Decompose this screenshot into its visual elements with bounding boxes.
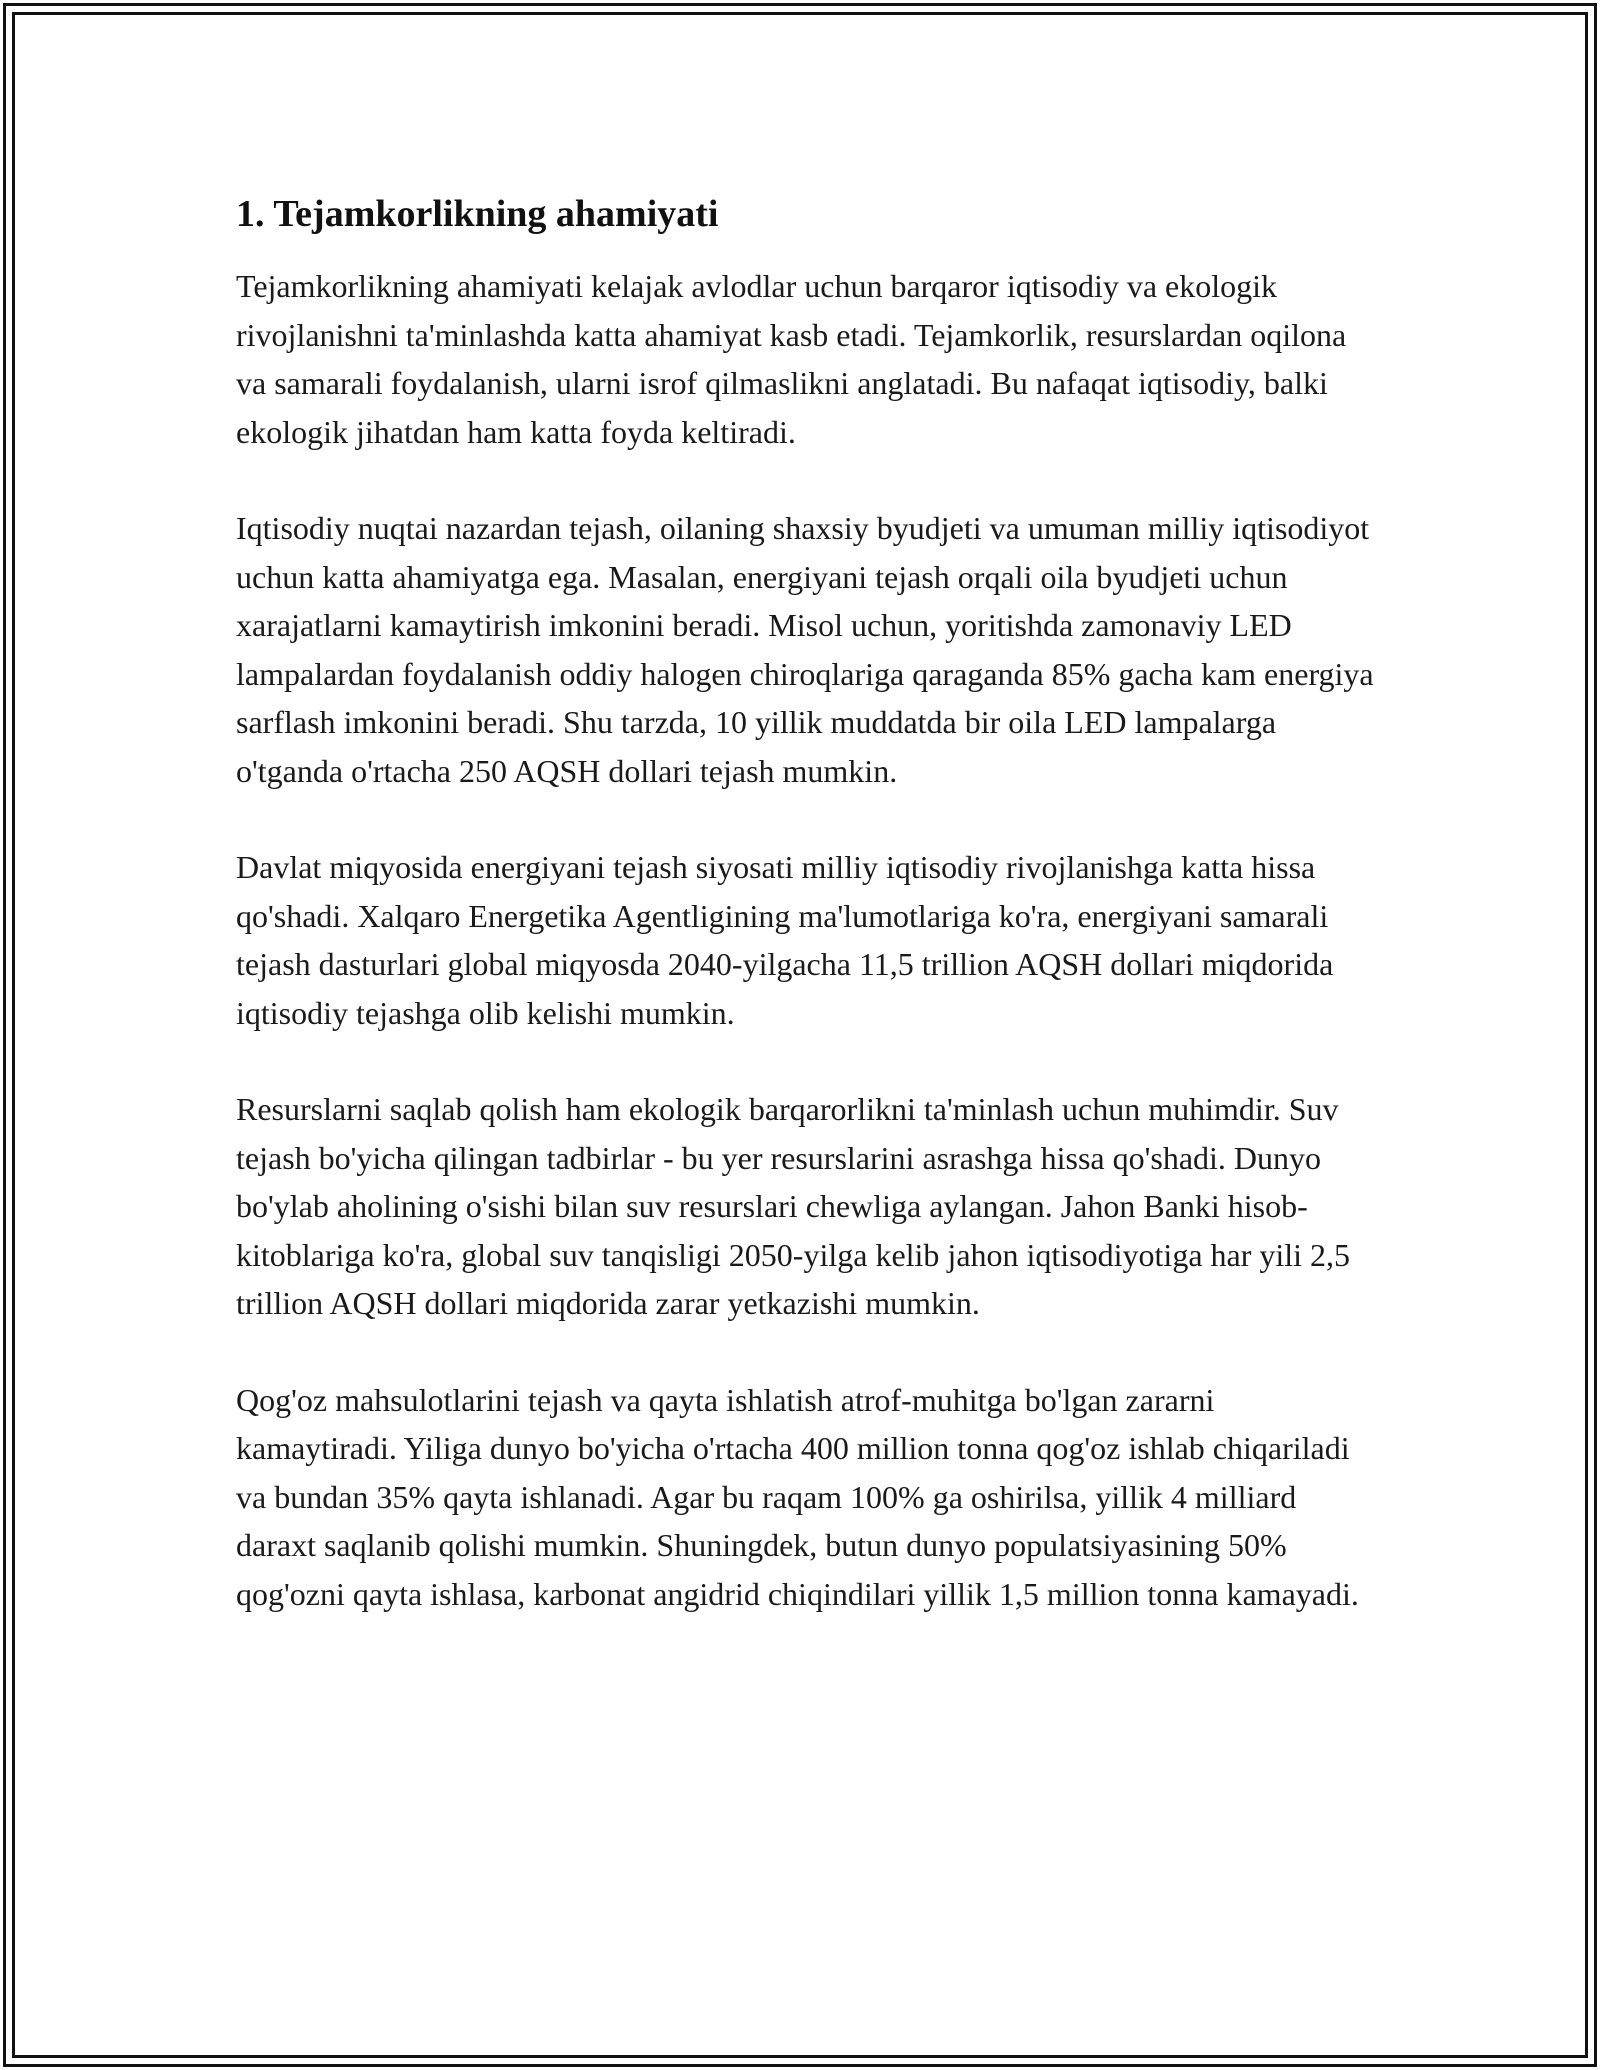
section-heading: 1. Tejamkorlikning ahamiyati — [236, 193, 719, 235]
paragraph-3: Davlat miqyosida energiyani tejash siyosati milliy iqtisodiy rivojlanishga katta hissa qo'shadi. Xalqaro Energetika Agentligining ma'lumotlariga ko'ra, energiyani samarali tejash dasturlari global miqyosda 2040-yilgacha 11,5 trillion AQSH dollari miqdorida iqtisodiy tejashga olib kelishi mumkin. — [236, 849, 1334, 1031]
paragraph-1: Tejamkorlikning ahamiyati kelajak avlodlar uchun barqaror iqtisodiy va ekologik rivojlanishni ta'minlashda katta ahamiyat kasb etadi. Tejamkorlik, resurslardan oqilona va samarali foydalanish, ularni isrof qilmaslikni anglatadi. Bu nafaqat iqtisodiy, balki ekologik jihatdan ham katta foyda keltiradi. — [236, 268, 1347, 450]
paragraph-2: Iqtisodiy nuqtai nazardan tejash, oilaning shaxsiy byudjeti va umuman milliy iqtisodiyot uchun katta ahamiyatga ega. Masalan, energiyani tejash orqali oila byudjeti uchun xarajatlarni kamaytirish imkonini beradi. Misol uchun, yoritishda zamonaviy LED lampalardan foydalanish oddiy halogen chiroqlariga qaraganda 85% gacha kam energiya sarflash imkonini beradi. Shu tarzda, 10 yillik muddatda bir oila LED lampalarga o'tganda o'rtacha 250 AQSH dollari tejash mumkin. — [236, 510, 1374, 789]
paragraph-4: Resurslarni saqlab qolish ham ekologik barqarorlikni ta'minlash uchun muhimdir. Suv tejash bo'yicha qilingan tadbirlar - bu yer resurslarini asrashga hissa qo'shadi. Dunyo bo'ylab aholining o'sishi bilan suv resurslari chewligа aylangan. Jahon Banki hisob-kitoblariga ko'ra, global suv tanqisligi 2050-yilga kelib jahon iqtisodiyotiga har yili 2,5 trillion AQSH dollari miqdorida zarar yetkazishi mumkin. — [236, 1091, 1351, 1321]
paragraph-5: Qog'oz mahsulotlarini tejash va qayta ishlatish atrof-muhitga bo'lgan zararni kamaytiradi. Yiliga dunyo bo'yicha o'rtacha 400 million tonna qog'oz ishlab chiqariladi va bundan 35% qayta ishlanadi. Agar bu raqam 100% ga oshirilsa, yillik 4 milliard daraxt saqlanib qolishi mumkin. Shuningdek, butun dunyo populatsiyasining 50% qog'ozni qayta ishlasa, karbonat angidrid chiqindilari yillik 1,5 million tonna kamayadi. — [236, 1381, 1359, 1612]
document-body — [236, 186, 1376, 1666]
